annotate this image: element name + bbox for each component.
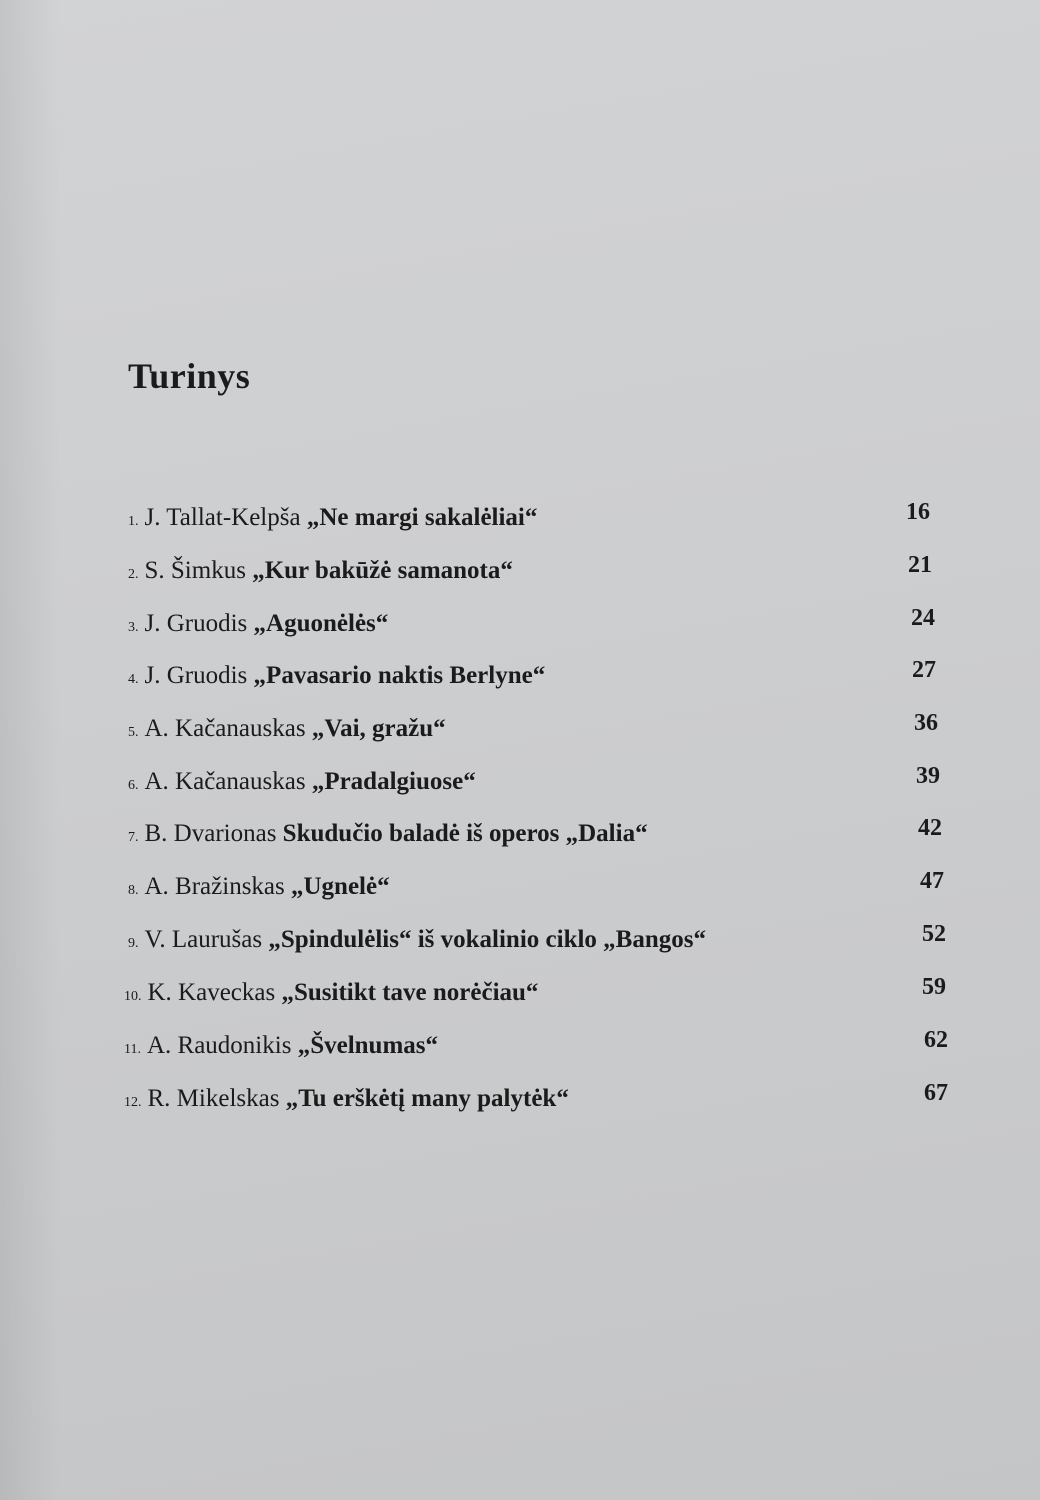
entry-number: 7. (128, 830, 139, 845)
toc-entry (0, 656, 1040, 696)
entry-page-number: 59 (922, 974, 946, 1000)
toc-entry (0, 814, 1040, 854)
entry-page-number: 42 (918, 815, 942, 841)
entry-text (128, 867, 390, 911)
entry-number: 6. (128, 778, 139, 793)
entry-number: 2. (128, 567, 139, 582)
entry-number: 11. (124, 1042, 141, 1057)
entry-title: „Aguonėlės“ (253, 610, 389, 637)
entry-number: 5. (128, 725, 139, 740)
entry-number: 1. (128, 514, 139, 529)
entry-title: „Susitikt tave norėčiau“ (281, 979, 539, 1006)
entry-author: A. Kačanauskas (144, 715, 306, 742)
entry-page-number: 62 (924, 1027, 948, 1053)
entry-author: B. Dvarionas (144, 820, 277, 847)
entry-page-number: 39 (916, 763, 940, 789)
entry-page-number: 67 (924, 1080, 948, 1106)
toc-entry (0, 709, 1040, 749)
entry-text (128, 920, 706, 964)
entry-author: J. Tallat-Kelpša (144, 504, 301, 531)
entry-number: 12. (124, 1095, 142, 1110)
toc-entry (0, 867, 1040, 907)
entry-page-number: 16 (906, 499, 930, 525)
entry-number: 3. (128, 620, 139, 635)
entry-text (124, 1026, 438, 1070)
entry-text (128, 604, 388, 648)
entry-number: 4. (128, 672, 139, 687)
toc-entry (0, 762, 1040, 802)
entry-author: K. Kaveckas (147, 979, 276, 1006)
entry-text (128, 498, 537, 542)
entry-author: S. Šimkus (144, 557, 246, 584)
entry-page-number: 24 (911, 605, 935, 631)
entry-text (128, 551, 513, 595)
entry-number: 9. (128, 936, 139, 951)
entry-text (128, 762, 476, 806)
entry-author: J. Gruodis (144, 662, 248, 689)
entry-title: Skudučio baladė iš operos „Dalia“ (282, 820, 648, 847)
entry-title: „Pradalgiuose“ (311, 768, 476, 795)
toc-entry (0, 551, 1040, 591)
entry-author: V. Laurušas (144, 926, 263, 953)
entry-text (128, 814, 648, 858)
toc-entry (0, 1026, 1040, 1066)
entry-text (124, 973, 538, 1017)
entry-author: R. Mikelskas (147, 1085, 280, 1112)
toc-entry (0, 498, 1040, 538)
toc-entry (0, 604, 1040, 644)
entry-author: A. Raudonikis (146, 1032, 292, 1059)
entry-title: „Kur bakūžė samanota“ (252, 557, 513, 584)
toc-entry (0, 1079, 1040, 1119)
entry-title: „Ugnelė“ (291, 873, 390, 900)
entry-title: „Vai, gražu“ (311, 715, 446, 742)
entry-author: J. Gruodis (144, 610, 248, 637)
entry-title: „Ne margi sakalėliai“ (306, 504, 538, 531)
toc-entry (0, 973, 1040, 1013)
entry-title: „Pavasario naktis Berlyne“ (253, 662, 546, 689)
entry-page-number: 27 (912, 657, 936, 683)
entry-text (128, 709, 446, 753)
entry-page-number: 52 (922, 921, 946, 947)
entry-page-number: 47 (920, 868, 944, 894)
entry-title: „Tu erškėtį many palytėk“ (285, 1085, 569, 1112)
entry-author: A. Bražinskas (144, 873, 285, 900)
toc-entry (0, 920, 1040, 960)
entry-number: 8. (128, 883, 139, 898)
entry-title: „Spindulėlis“ iš vokalinio ciklo „Bangos“ (268, 926, 706, 953)
entry-text (128, 656, 545, 700)
entry-page-number: 21 (908, 552, 932, 578)
entry-page-number: 36 (914, 710, 938, 736)
entry-author: A. Kačanauskas (144, 768, 306, 795)
entry-text (124, 1079, 569, 1123)
entry-title: „Švelnumas“ (297, 1032, 438, 1059)
entry-number: 10. (124, 989, 142, 1004)
page-title: Turinys (128, 356, 251, 396)
